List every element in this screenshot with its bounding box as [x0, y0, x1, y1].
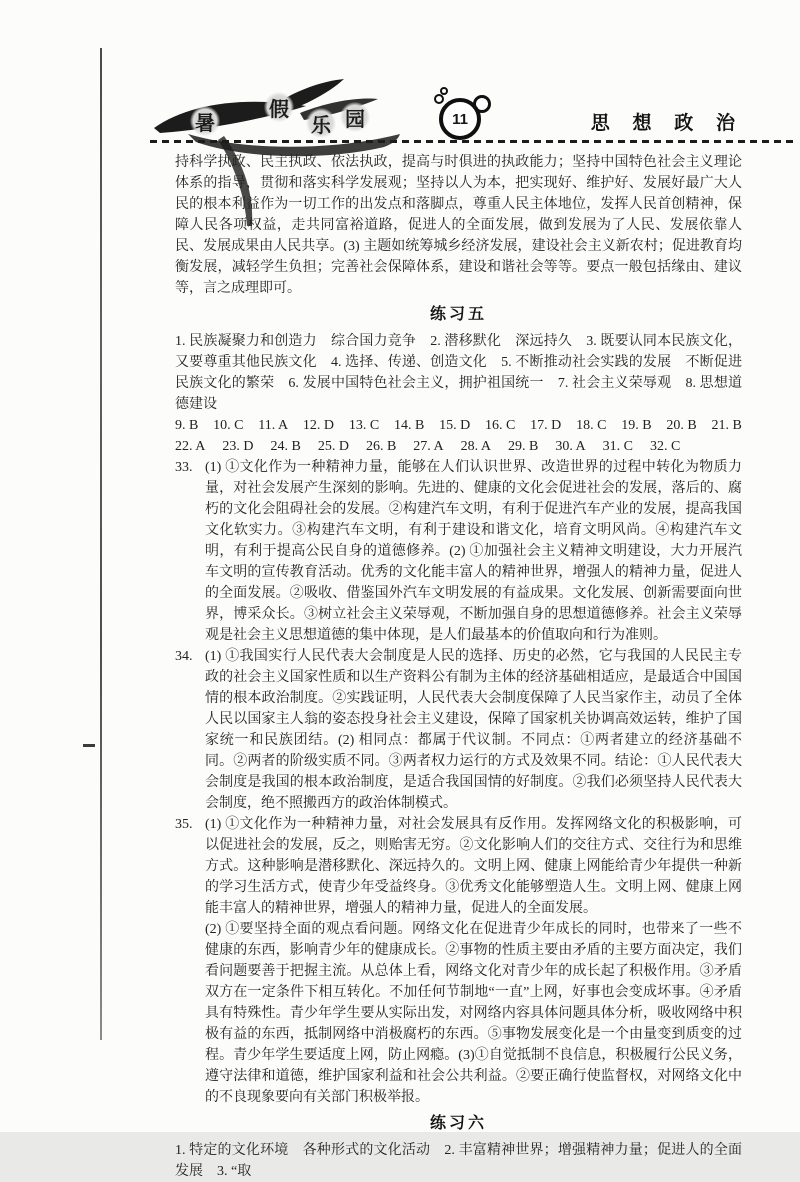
page-number: 11: [439, 98, 481, 140]
exercise6-heading: 练习六: [429, 1115, 487, 1132]
question-35-answer-part2: (2) ①要坚持全面的观点看问题。网络文化在促进青少年成长的同时，也带来了一些不健康的东西，影响青少年的健康成长。②事物的性质主要由矛盾的主要方面决定，我们看问题要善于把握主流。从总体上看，网络文化对青少年的成长起了积极作用。③矛盾双方在一定条件下相互转化。不加任何节制地“一直”上网，好事也会变成坏事。④矛盾具有特殊性。青少年学生要从实际出发，对网络内容具体问题具体分析，吸收网络中积极有益的东西，抵制网络中消极腐朽的东西。⑤事物发展变化是一个由量变到质变的过程。青少年学生要适度上网，防止网瘾。(3)①自觉抵制不良信息，积极履行公民义务，遵守法律和道德，维护国家利益和社会公共利益。②要正确行使监督权，对网络文化中的不良现象要向有关部门积极举报。: [205, 922, 742, 1105]
answer-item: 11. A: [258, 418, 289, 433]
answer-item: 24. B: [270, 439, 301, 454]
answer-item: 10. C: [213, 418, 244, 433]
question-35: [175, 814, 742, 1108]
answer-item: 28. A: [460, 439, 491, 454]
page-number-badge: [430, 86, 496, 146]
answer-item: 13. C: [348, 418, 380, 433]
answer-item: 21. B: [711, 418, 742, 433]
mc-answers-row2: [175, 436, 742, 457]
answer-item: 18. C: [576, 418, 607, 433]
exercise6-answers: 1. 特定的文化环境 各种形式的文化活动 2. 丰富精神世界；增强精神力量；促进人的全面发展 3. “取: [175, 1143, 742, 1179]
answer-item: 23. D: [222, 439, 254, 454]
answer-item: 15. D: [439, 418, 471, 433]
question-number: 35.: [175, 817, 193, 832]
question-34: [175, 646, 742, 814]
logo-char: 乐: [306, 108, 336, 138]
answer-item: 22. A: [175, 439, 206, 454]
answer-item: 29. B: [507, 439, 539, 454]
exercise5-heading: 练习五: [429, 306, 487, 323]
answer-item: 17. D: [530, 418, 562, 433]
fillin-answers: 1. 民族凝聚力和创造力 综合国力竞争 2. 潜移默化 深远持久 3. 既要认同本民族文化，又要尊重其他民族文化 4. 选择、传递、创造文化 5. 不断推动社会实践的发展 不断促进民族文化的繁荣 6. 发展中国特色社会主义，拥护祖国统一 7. 社会主义荣辱观 8. 思想道德建设: [175, 334, 742, 412]
question-33: [175, 457, 742, 646]
answer-item: 31. C: [602, 439, 633, 454]
question-number: 34.: [175, 649, 193, 664]
answer-item: 25. D: [317, 439, 349, 454]
answer-item: 20. B: [666, 418, 697, 433]
dashed-divider: [150, 140, 798, 143]
answer-item: 16. C: [485, 418, 516, 433]
logo-char: 假: [264, 92, 294, 122]
answer-content: [0, 152, 800, 1182]
question-33-answer: (1) ①文化作为一种精神力量，能够在人们认识世界、改造世界的过程中转化为物质力量，对社会发展产生深刻的影响。先进的、健康的文化会促进社会的发展，落后的、腐朽的文化会阻碍社会的发展。②构建汽车文明，有利于促进汽车产业的发展，提高我国文化软实力。③构建汽车文明，有利于建设和谐文化，培育文明风尚。④构建汽车文明，有利于提高公民自身的道德修养。(2) ①加强社会主义精神文明建设，大力开展汽车文明的宣传教育活动。优秀的文化能丰富人的精神世界，增强人的精神力量，促进人的全面发展。②吸收、借鉴国外汽车文明发展的有益成果。文化发展、创新需要面向世界，博采众长。③树立社会主义荣辱观，不断加强自身的思想道德修养。社会主义荣辱观是社会主义思想道德的集中体现，是人们最基本的价值取向和行为准则。: [205, 460, 742, 643]
page-header: [0, 0, 800, 152]
answer-item: 19. B: [621, 418, 652, 433]
answer-item: 32. C: [650, 439, 681, 454]
logo-char: 园: [340, 102, 370, 132]
answer-item: 27. A: [413, 439, 444, 454]
subject-title: 思 想 政 治: [590, 113, 744, 134]
logo-char: 暑: [190, 106, 220, 136]
question-35-answer-part1: (1) ①文化作为一种精神力量，对社会发展具有反作用。发挥网络文化的积极影响，可以促进社会的发展，反之，则贻害无穷。②文化影响人们的交往方式、交往行为和思维方式。这种影响是潜移默化、深远持久的。文明上网、健康上网能给青少年提供一种新的学习生活方式，使青少年受益终身。③优秀文化能够塑造人生。文明上网、健康上网能丰富人的精神世界，增强人的精神力量，促进人的全面发展。: [205, 817, 742, 916]
answer-item: 30. A: [555, 439, 586, 454]
question-34-answer: (1) ①我国实行人民代表大会制度是人民的选择、历史的必然，它与我国的人民民主专政的社会主义国家性质和以生产资料公有制为主体的经济基础相适应，是最适合中国国情的根本政治制度。②实践证明，人民代表大会制度保障了人民当家作主，动员了全体人民以国家主人翁的姿态投身社会主义建设，保障了国家机关协调高效运转，维护了国家统一和民族团结。(2) 相同点：都属于代议制。不同点：①两者建立的经济基础不同。②两者的阶级实质不同。③两者权力运行的方式及效果不同。结论：①人民代表大会制度是我国的根本政治制度，是适合我国国情的好制度。②我们必须坚持人民代表大会制度，绝不照搬西方的政治体制模式。: [205, 649, 742, 811]
answer-item: 12. D: [302, 418, 335, 433]
answer-item: 26. B: [365, 439, 397, 454]
mc-answers-row1: [175, 415, 742, 436]
answer-item: 14. B: [393, 418, 425, 433]
badge-bubble-icon: [434, 94, 444, 104]
question-number: 33.: [175, 460, 193, 475]
intro-paragraph: 持科学执政、民主执政、依法执政，提高与时俱进的执政能力；坚持中国特色社会主义理论体系的指导，贯彻和落实科学发展观；坚持以人为本，把实现好、维护好、发展好最广大人民的根本利益作为一切工作的出发点和落脚点，尊重人民主体地位，发挥人民首创精神，保障人民各项权益，走共同富裕道路，促进人的全面发展，做到发展为了人民、发展依靠人民、发展成果由人民共享。(3) 主题如统筹城乡经济发展，建设社会主义新农村；促进教育均衡发展，减轻学生负担；完善社会保障体系，建设和谐社会等等。要点一般包括缘由、建议等，言之成理即可。: [175, 155, 742, 296]
answer-item: 9. B: [175, 418, 199, 433]
